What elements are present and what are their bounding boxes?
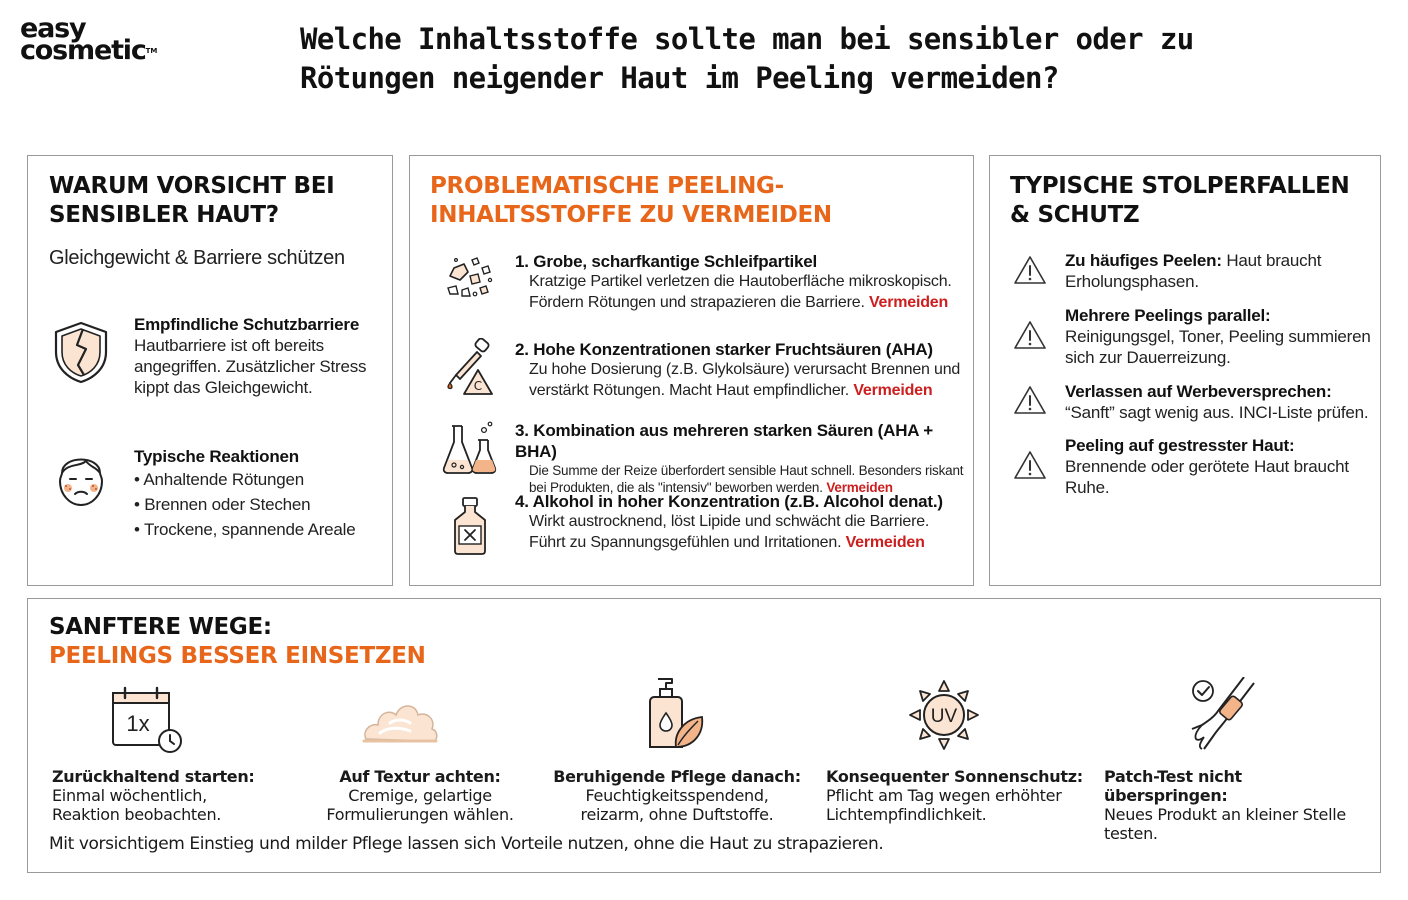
avoid-label: Vermeiden — [853, 381, 933, 399]
reactions-title: Typische Reaktionen — [134, 447, 299, 466]
warning-icon — [1012, 254, 1048, 286]
logo-line-1: easy — [20, 13, 86, 44]
reactions-list — [134, 467, 384, 542]
list-item: • Brennen oder Stechen — [134, 492, 384, 517]
gentle-text: Patch-Test nicht überspringen: Neues Produkt an kleiner Stelle testen. — [1104, 767, 1346, 843]
problem-item-title: 1. Grobe, scharfkantige Schleifpartikel — [515, 252, 818, 271]
broken-shield-icon — [50, 319, 112, 385]
brand-logo — [20, 13, 180, 66]
warning-icon — [1012, 319, 1048, 351]
page-title — [300, 20, 1200, 98]
uv-label: UV — [930, 706, 958, 727]
gentle-text: Auf Textur achten: Cremige, gelartige Formulierungen wählen. — [326, 767, 514, 824]
summary-note: Mit vorsichtigem Einstieg und milder Pflege lassen sich Vorteile nutzen, ohne die Haut zu strapazieren. — [49, 834, 884, 854]
reactions-item — [134, 446, 384, 542]
barrier-title: Empfindliche Schutzbarriere — [134, 315, 360, 334]
why-caution-panel — [27, 155, 393, 586]
cream-swirl-icon — [360, 693, 440, 754]
page-title-line-2: Rötungen neigender Haut im Peeling vermeiden? — [300, 61, 1059, 95]
pitfall-item-advertising: Verlassen auf Werbeversprechen: “Sanft” sagt wenig aus. INCI-Liste prüfen. — [1065, 382, 1369, 422]
irritated-face-icon — [50, 445, 112, 511]
warning-icon — [1012, 449, 1048, 481]
calendar-icon — [110, 685, 186, 760]
logo-line-2: cosmetic™ — [20, 35, 158, 66]
problem-ingredients-panel — [409, 155, 974, 586]
gentle-text: Beruhigende Pflege danach: Feuchtigkeitsspendend, reizarm, ohne Duftstoffe. — [553, 767, 801, 824]
gentle-ways-panel — [27, 598, 1381, 873]
alcohol-bottle-icon — [450, 496, 490, 556]
problem-item-text: Zu hohe Dosierung (z.B. Glykolsäure) verursacht Brennen und verstärkt Rötungen. Macht Haut empfindlicher. Vermeiden — [529, 361, 961, 399]
svg-text:C: C — [473, 379, 483, 393]
problem-item-title: 2. Hohe Konzentrationen starker Fruchtsäuren (AHA) — [515, 340, 933, 359]
list-item: • Trockene, spannende Areale — [134, 517, 384, 542]
pitfalls-panel — [989, 155, 1381, 586]
pitfall-item-stressed-skin: Peeling auf gestresster Haut: Brennende oder gerötete Haut braucht Ruhe. — [1065, 436, 1349, 497]
list-item: • Anhaltende Rötungen — [134, 467, 384, 492]
problem-item-title: 3. Kombination aus mehreren starken Säuren (AHA + BHA) — [515, 421, 933, 461]
gentle-heading: SANFTERE WEGE: PEELINGS BESSER EINSETZEN — [49, 614, 426, 669]
problem-item-title: 4. Alkohol in hoher Konzentration (z.B. Alcohol denat.) — [515, 492, 943, 511]
problem-item-alcohol — [515, 491, 965, 553]
problem-item-abrasive — [515, 251, 965, 313]
barrier-text: Hautbarriere ist oft bereits angegriffen. Zusätzlicher Stress kippt das Gleichgewicht. — [134, 336, 367, 397]
problem-item-text: Kratzige Partikel verletzen die Hautoberfläche mikroskopisch. Fördern Rötungen und strapazieren die Barriere. Vermeiden — [529, 273, 952, 311]
avoid-label: Vermeiden — [868, 293, 949, 311]
avoid-label: Vermeiden — [826, 480, 893, 495]
warning-icon — [1012, 384, 1048, 416]
problem-item-text: Die Summe der Reize überfordert sensible Haut schnell. Besonders riskant bei Produkten, die als "intensiv" beworben werden. Vermeiden — [529, 463, 964, 495]
pump-bottle-leaf-icon — [640, 675, 706, 756]
logo-trademark: TM — [145, 47, 158, 55]
uv-sun-icon — [908, 679, 980, 756]
calendar-label: 1x — [126, 711, 150, 736]
gentle-text: Zurückhaltend starten: Einmal wöchentlich, Reaktion beobachten. — [52, 767, 255, 824]
pitfall-item-frequency: Zu häufiges Peelen: Haut braucht Erholungsphasen. — [1065, 251, 1322, 291]
barrier-item — [134, 314, 384, 398]
arm-patch-check-icon — [1188, 677, 1260, 758]
pitfalls-heading: TYPISCHE STOLPERFALLEN & SCHUTZ — [1010, 173, 1350, 228]
page-title-line-1: Welche Inhaltsstoffe sollte man bei sensibler oder zu — [300, 22, 1194, 56]
abrasive-particles-icon — [442, 254, 498, 310]
pitfall-item-parallel: Mehrere Peelings parallel: Reinigungsgel, Toner, Peeling summieren sich zur Dauerreizung. — [1065, 306, 1371, 367]
avoid-label: Vermeiden — [845, 533, 925, 551]
why-heading: WARUM VORSICHT BEI SENSIBLER HAUT? — [49, 173, 335, 228]
why-subtitle: Gleichgewicht & Barriere schützen — [49, 247, 345, 269]
problem-item-text: Wirkt austrocknend, löst Lipide und schwächt die Barriere. Führt zu Spannungsgefühlen und Irritationen. Vermeiden — [529, 513, 930, 551]
problem-heading: PROBLEMATISCHE PEELING- INHALTSSTOFFE ZU VERMEIDEN — [430, 173, 832, 228]
dropper-acid-icon — [442, 338, 498, 398]
problem-item-aha — [515, 339, 965, 401]
gentle-text: Konsequenter Sonnenschutz: Pflicht am Tag wegen erhöhter Lichtempfindlichkeit. — [826, 767, 1083, 824]
lab-flasks-icon — [440, 420, 500, 476]
problem-item-acid-combo — [515, 420, 965, 496]
